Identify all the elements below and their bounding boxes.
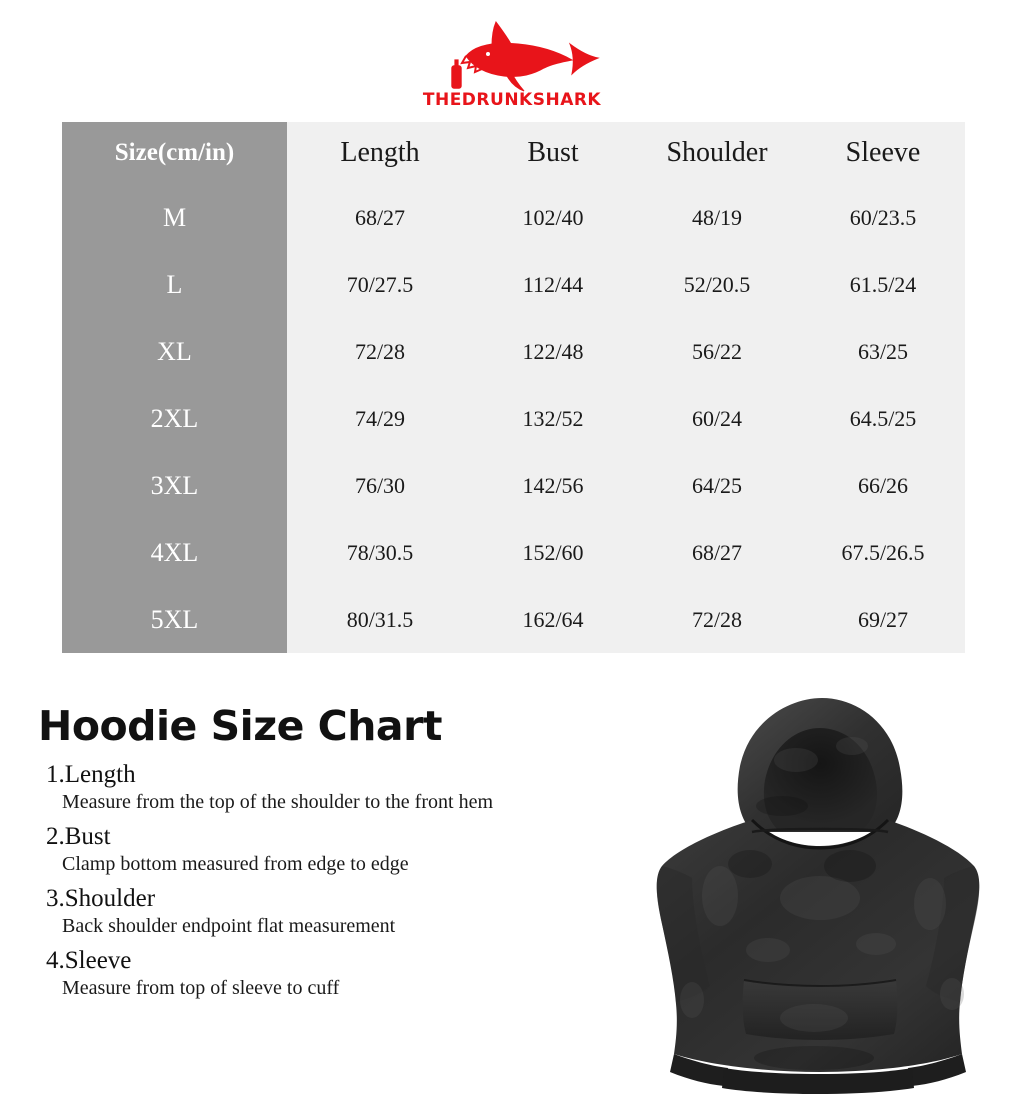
cell-shoulder: 64/25 <box>633 452 801 519</box>
instruction-text: Measure from top of sleeve to cuff <box>62 977 340 1000</box>
size-table-container <box>62 122 965 653</box>
table-header-row <box>62 122 965 184</box>
cell-length: 80/31.5 <box>287 586 473 653</box>
cell-sleeve: 63/25 <box>801 318 965 385</box>
cell-length: 74/29 <box>287 385 473 452</box>
cell-bust: 152/60 <box>473 519 633 586</box>
cell-bust: 162/64 <box>473 586 633 653</box>
instructions-panel <box>38 702 598 1010</box>
table-row <box>62 452 965 519</box>
table-row <box>62 519 965 586</box>
hoodie-illustration <box>600 688 1020 1098</box>
cell-sleeve: 60/23.5 <box>801 184 965 251</box>
instruction-heading: 2.Bust <box>46 823 111 851</box>
cell-shoulder: 72/28 <box>633 586 801 653</box>
cell-length: 72/28 <box>287 318 473 385</box>
cell-shoulder: 52/20.5 <box>633 251 801 318</box>
cell-sleeve: 61.5/24 <box>801 251 965 318</box>
table-row <box>62 586 965 653</box>
cell-sleeve: 66/26 <box>801 452 965 519</box>
table-row <box>62 318 965 385</box>
instruction-item <box>38 947 598 1000</box>
instruction-item <box>38 761 598 814</box>
instruction-item <box>38 885 598 938</box>
cell-size: 2XL <box>62 385 287 452</box>
cell-length: 76/30 <box>287 452 473 519</box>
cell-bust: 142/56 <box>473 452 633 519</box>
brand-name: THEDRUNKSHARK <box>422 90 602 110</box>
cell-length: 78/30.5 <box>287 519 473 586</box>
cell-sleeve: 64.5/25 <box>801 385 965 452</box>
cell-shoulder: 48/19 <box>633 184 801 251</box>
column-header-sleeve: Sleeve <box>801 122 965 184</box>
page-title: Hoodie Size Chart <box>38 702 442 750</box>
hoodie-image <box>600 688 1020 1098</box>
cell-shoulder: 60/24 <box>633 385 801 452</box>
cell-sleeve: 69/27 <box>801 586 965 653</box>
size-table <box>62 122 965 653</box>
column-header-size: Size(cm/in) <box>62 122 287 184</box>
cell-size: L <box>62 251 287 318</box>
cell-sleeve: 67.5/26.5 <box>801 519 965 586</box>
brand-logo <box>0 8 1024 118</box>
cell-length: 70/27.5 <box>287 251 473 318</box>
instruction-text: Back shoulder endpoint flat measurement <box>62 915 396 938</box>
column-header-bust: Bust <box>473 122 633 184</box>
instruction-heading: 4.Sleeve <box>46 947 132 975</box>
shark-logo-icon <box>422 16 602 96</box>
cell-size: M <box>62 184 287 251</box>
instruction-heading: 1.Length <box>46 761 136 788</box>
column-header-length: Length <box>287 122 473 184</box>
instruction-text: Measure from the top of the shoulder to the front hem <box>62 790 493 813</box>
cell-bust: 122/48 <box>473 318 633 385</box>
cell-bust: 132/52 <box>473 385 633 452</box>
cell-size: 4XL <box>62 519 287 586</box>
instruction-text: Clamp bottom measured from edge to edge <box>62 852 409 875</box>
cell-size: 3XL <box>62 452 287 519</box>
table-row <box>62 184 965 251</box>
cell-length: 68/27 <box>287 184 473 251</box>
cell-bust: 112/44 <box>473 251 633 318</box>
cell-size: 5XL <box>62 586 287 653</box>
instruction-heading: 3.Shoulder <box>46 885 156 913</box>
instruction-item <box>38 823 598 876</box>
cell-size: XL <box>62 318 287 385</box>
table-row <box>62 385 965 452</box>
cell-bust: 102/40 <box>473 184 633 251</box>
cell-shoulder: 68/27 <box>633 519 801 586</box>
cell-shoulder: 56/22 <box>633 318 801 385</box>
column-header-shoulder: Shoulder <box>633 122 801 184</box>
table-row <box>62 251 965 318</box>
